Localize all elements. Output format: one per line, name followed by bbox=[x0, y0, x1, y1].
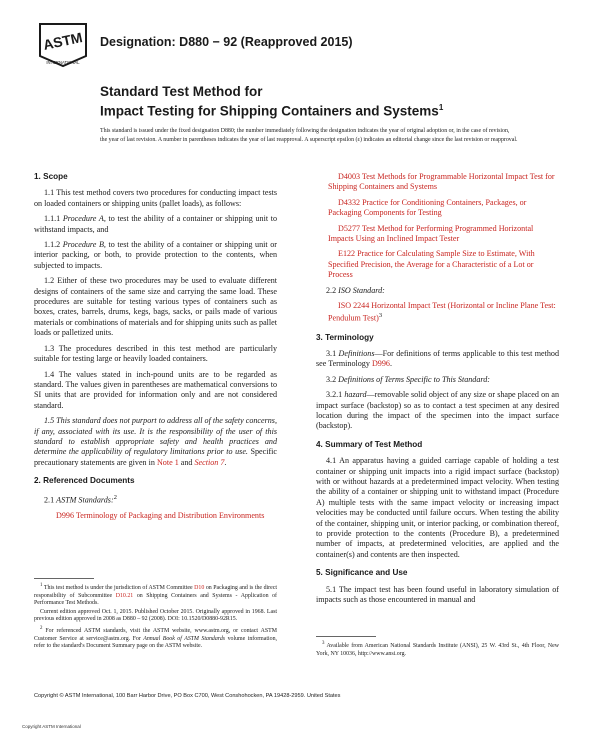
designation: Designation: D880 − 92 (Reapproved 2015) bbox=[100, 35, 353, 49]
section-1-heading: 1. Scope bbox=[34, 172, 68, 181]
logo-subtext: INTERNATIONAL bbox=[46, 60, 80, 65]
right-column bbox=[316, 172, 559, 611]
para-1-4: 1.4 The values stated in inch-pound units are to be regarded as standard. The values given in parentheses are mathematical conversions to SI units that are provided for information only and are not considered standard. bbox=[34, 369, 277, 410]
ref-iso-2244[interactable]: ISO 2244 Horizontal Impact Test (Horizontal or Incline Plane Test: Pendulum Test)$^3$ bbox=[328, 301, 556, 324]
para-3-1: 3.1 Definitions—For definitions of terms applicable to this test method see Terminology D996. bbox=[316, 348, 559, 369]
para-2-1: 2.1 ASTM Standards:$^2$ bbox=[44, 493, 118, 505]
para-1-3: 1.3 The procedures described in this test method are particularly suitable for testing large or heavily loaded containers. bbox=[34, 343, 277, 364]
section-2-heading: 2. Referenced Documents bbox=[34, 476, 135, 486]
section-5-heading: 5. Significance and Use bbox=[316, 568, 408, 578]
standard-intro: This standard is issued under the fixed designation D880; the number immediately following the designation indicates the year of original adoption or, in the case of revision, the year of last revision. A number in parentheses indicates the year of last reapproval. A superscript epsilon (ε) indicates an editorial change since the last revision or reapproval. bbox=[100, 128, 518, 143]
document-title bbox=[100, 84, 443, 120]
d10-21-link[interactable]: D10.21 bbox=[115, 592, 134, 599]
section-3-heading: 3. Terminology bbox=[316, 332, 374, 342]
d996-link[interactable]: D996 bbox=[371, 359, 390, 369]
footnote-rule-right bbox=[316, 636, 376, 637]
ref-d4003[interactable]: D4003 Test Methods for Programmable Horizontal Impact Test for Shipping Containers and Systems bbox=[328, 172, 555, 192]
para-5-1: 5.1 The impact test has been found useful in laboratory simulation of impacts such as those encountered in manual and bbox=[316, 584, 559, 605]
footnote-rule-left bbox=[34, 578, 94, 579]
ref-d996[interactable]: D996 Terminology of Packaging and Distribution Environments bbox=[56, 510, 265, 520]
section-4-heading: 4. Summary of Test Method bbox=[316, 439, 423, 449]
logo-text: ASTM bbox=[41, 29, 84, 53]
ref-d5277[interactable]: D5277 Test Method for Performing Programmed Horizontal Impacts Using an Inclined Impact Tester bbox=[328, 223, 534, 244]
ref-e122[interactable]: E122 Practice for Calculating Sample Size to Estimate, With Specified Precision, the Average for a Characteristic of a Lot or Process bbox=[328, 249, 535, 280]
para-4-1: 4.1 An apparatus having a guided carriage capable of holding a test container or shipping unit impacts into a rigid impact surface (backstop) with or without hazards at a predetermined impact velocity. When testing the ability of a container or shipping unit to withstand impact (Procedure A) multiple tests with the same impact velocity or increasing impact velocities may be conducted until failure occurs. When testing the ability of the container, shipping unit, or interior packing, or combination thereof, to provide protection to the contents (Procedure B), a predetermined number of impacts, at predetermined velocities, are applied and the container(s) and contents are then inspected. bbox=[316, 456, 559, 559]
footnote-2: $^2$ For referenced ASTM standards, visit the ASTM website, www.astm.org, or contact ASTM Customer Service at service@astm.org. For Annual Book of ASTM Standards volume information, refer to the standard's Document Summary page on the ASTM website. bbox=[34, 625, 277, 650]
footnotes-left bbox=[34, 582, 277, 652]
copyright-line: Copyright © ASTM International, 100 Barr Harbor Drive, PO Box C700, West Conshohocken, PA 19428-2959. United States bbox=[34, 693, 341, 699]
para-2-2: 2.2 ISO Standard: bbox=[326, 285, 385, 295]
title-line-1: Standard Test Method for bbox=[100, 84, 263, 99]
para-1-2: 1.2 Either of these two procedures may be used to evaluate different designs of containers of the same size and carrying the same load. These procedures are suitable for testing various types of containers such as boxes, crates, barrels, drums, kegs, bags, sacks, or pails made of various materials or combinations of materials and for shipping units such as pallet loads or palletized units. bbox=[34, 276, 277, 338]
d10-link[interactable]: D10 bbox=[194, 584, 205, 591]
title-line-2: Impact Testing for Shipping Containers and Systems$^1$ bbox=[100, 103, 444, 119]
para-1-1-2: 1.1.2 Procedure B, to test the ability of a container or shipping unit or interior packing, or both, to provide protection to the contents, when subjected to impacts. bbox=[34, 240, 277, 270]
para-1-5: 1.5 This standard does not purport to address all of the safety concerns, if any, associated with its use. It is the responsibility of the user of this standard to establish appropriate safety and health practices and determine the applicability of regulatory limitations prior to use. Specific precautionary statements are given in Note 1 and Section 7. bbox=[34, 416, 277, 467]
left-column bbox=[34, 172, 277, 526]
para-3-2: 3.2 Definitions of Terms Specific to This Standard: bbox=[326, 374, 490, 384]
para-3-2-1: 3.2.1 hazard—removable solid object of any size or shape placed on an impact surface (backstop) so as to contact a test specimen at any desired location during the impact of the specimen into the impact surface (backstop). bbox=[316, 390, 559, 431]
astm-logo bbox=[34, 22, 92, 68]
para-1-1: 1.1 This test method covers two procedures for conducting impact tests on loaded containers or shipping units (pallet loads), as follows: bbox=[34, 188, 277, 208]
para-1-1-1: 1.1.1 Procedure A, to test the ability of a container or shipping unit to withstand impacts, and bbox=[34, 214, 278, 234]
note-1-link[interactable]: Note 1 bbox=[156, 457, 179, 467]
footnote-3: $^3$ Available from American National Standards Institute (ANSI), 25 W. 43rd St., 4th Floor, New York, NY 10036, http://www.ansi.org. bbox=[316, 641, 559, 657]
footnote-1-edition: Current edition approved Oct. 1, 2015. Published October 2015. Originally approved in 1968. Last previous edition approved in 2008 as D880 – 92 (2008). DOI: 10.1520/D0880-92R15. bbox=[34, 608, 277, 623]
ref-d4332[interactable]: D4332 Practice for Conditioning Containers, Packages, or Packaging Components for Testing bbox=[328, 197, 527, 218]
section-7-link[interactable]: Section 7 bbox=[194, 457, 225, 467]
footnote-1: $^1$ This test method is under the jurisdiction of ASTM Committee D10 on Packaging and is the direct responsibility of Subcommittee D10.21 on Shipping Containers and Systems - Application of Performance Test Methods. bbox=[34, 583, 278, 607]
copyright-small: Copyright ASTM International bbox=[22, 724, 81, 729]
